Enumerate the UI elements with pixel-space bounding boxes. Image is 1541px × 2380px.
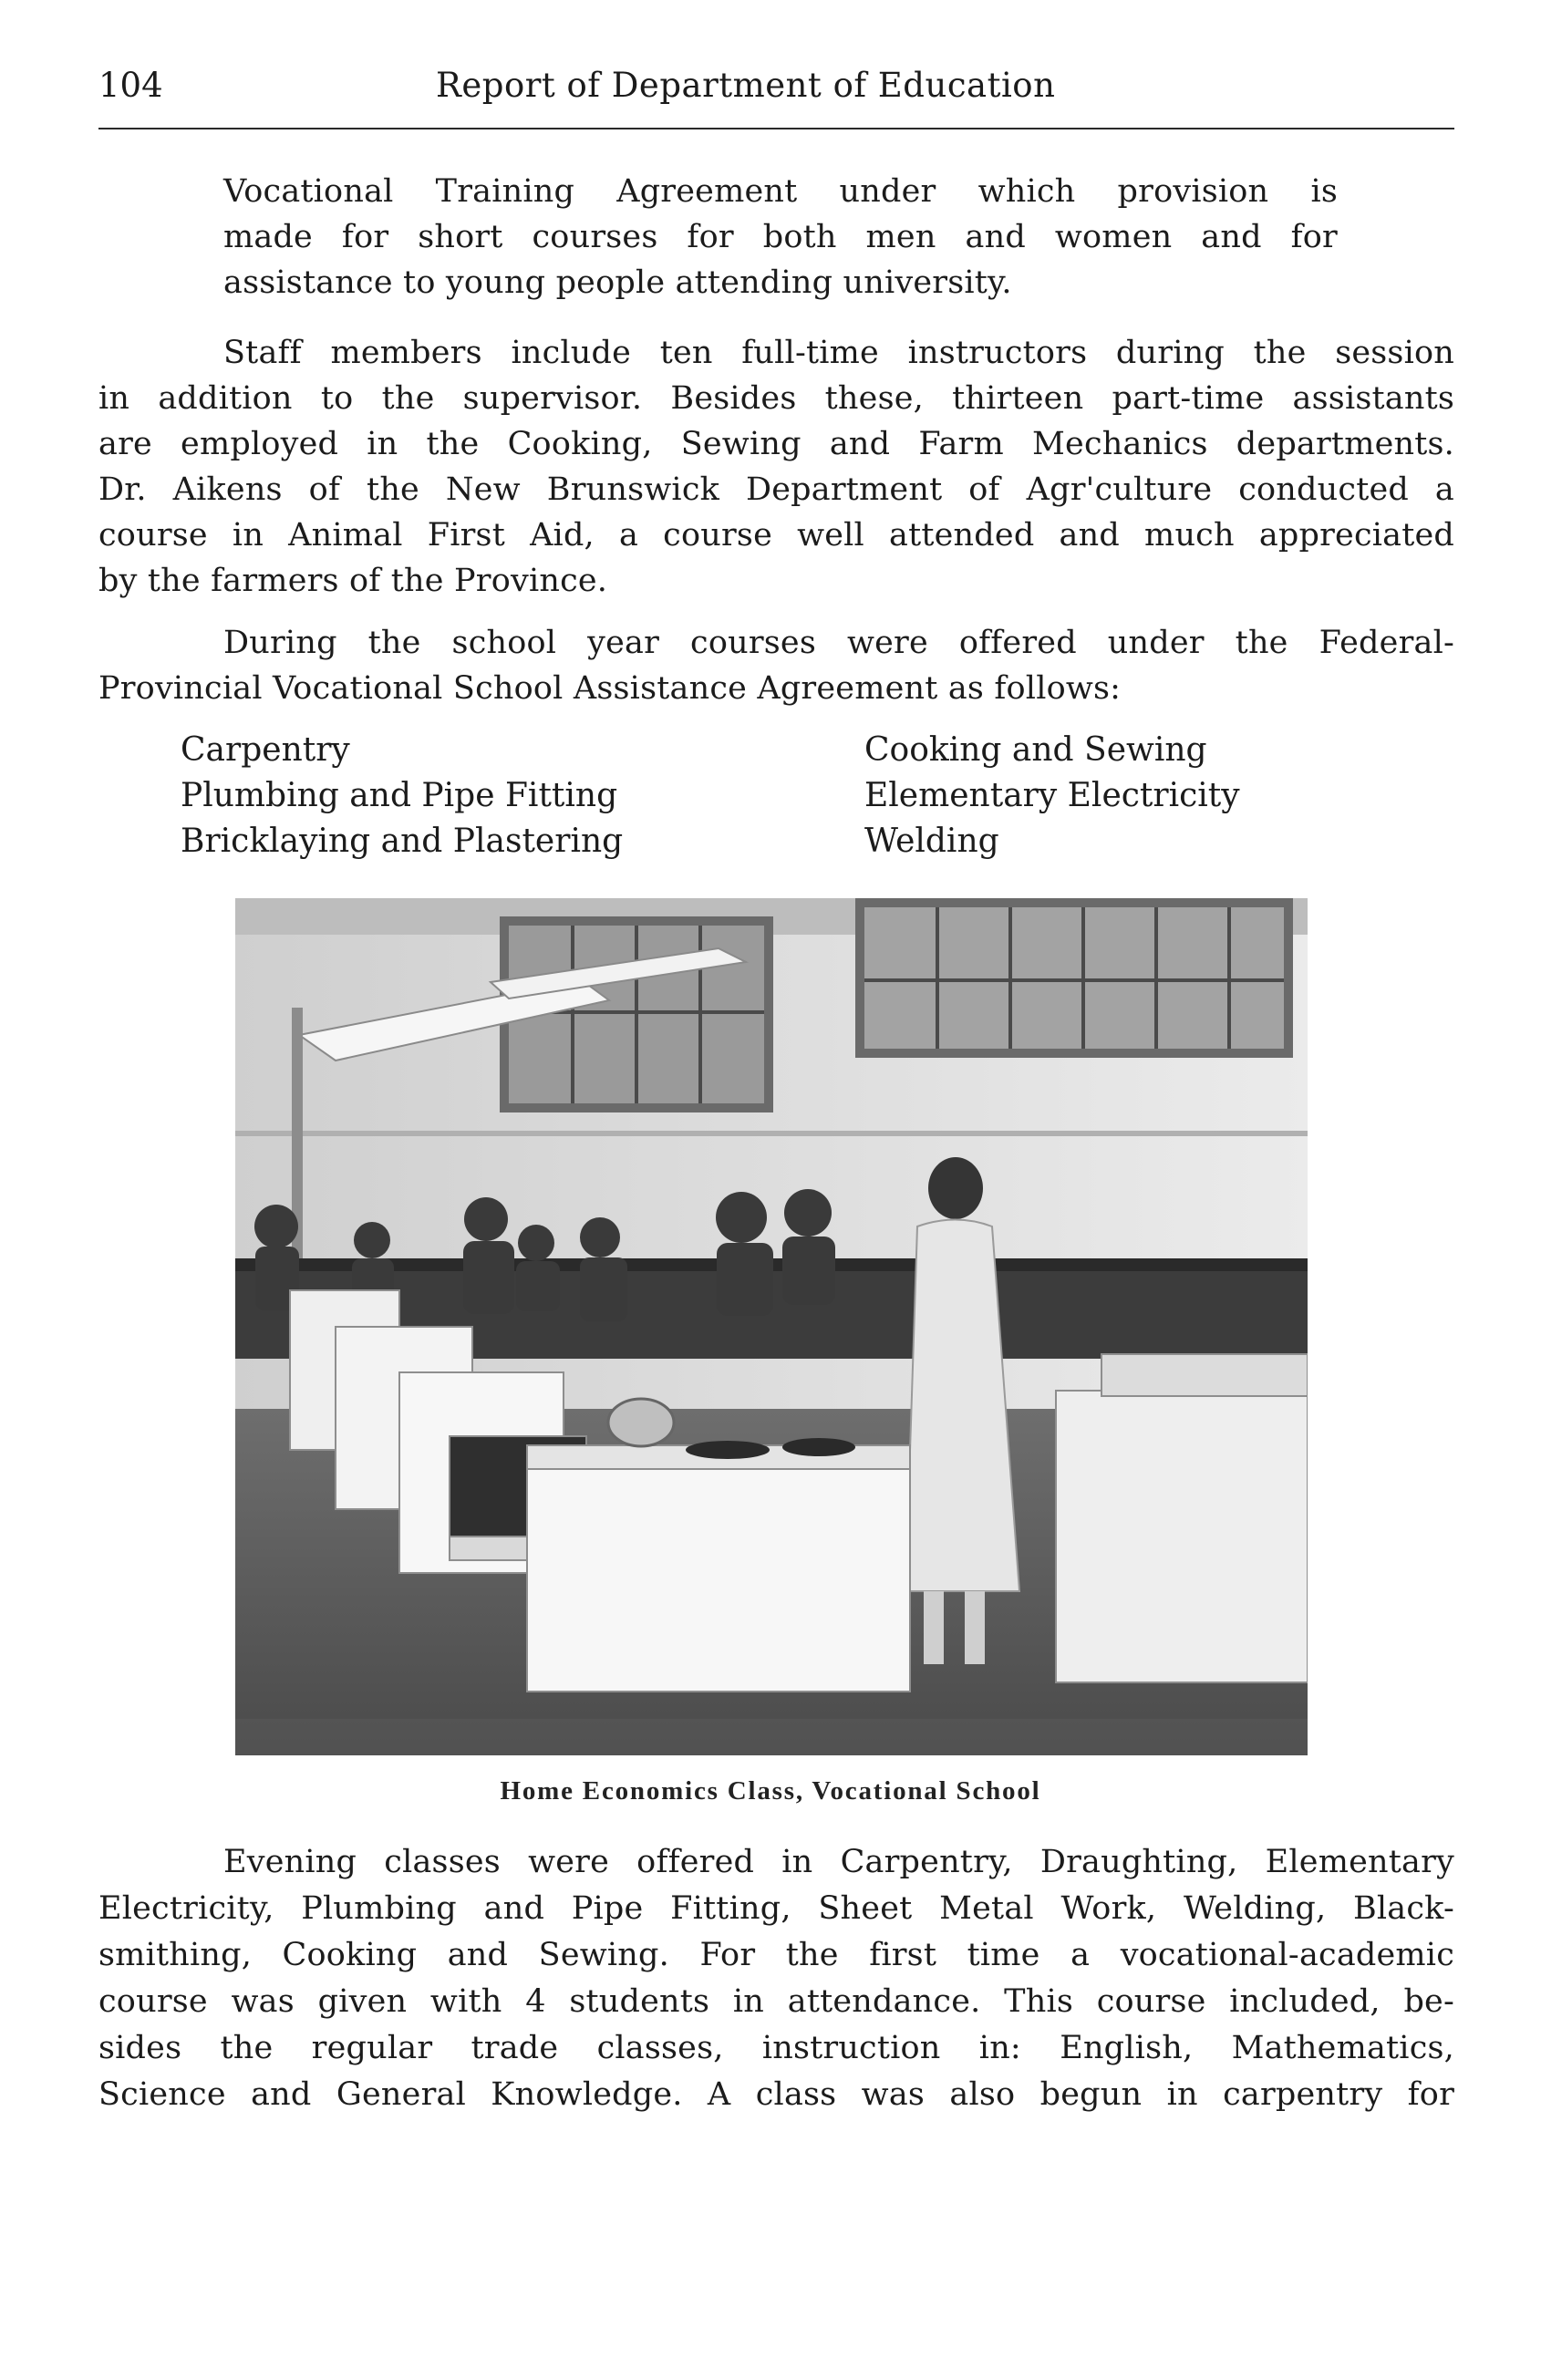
photo-caption: Home Economics Class, Vocational School [500,1776,1041,1806]
classroom-photo-illustration [235,898,1308,1755]
home-economics-photo [235,898,1308,1755]
paragraph-2-line: in addition to the supervisor. Besides these, thirteen part-time assistants [98,380,1454,417]
course-item: Elementary Electricity [864,777,1240,814]
paragraph-3-line: During the school year courses were offered under the Federal- [223,625,1454,661]
course-item: Plumbing and Pipe Fitting [181,777,618,814]
paragraph-1-line: made for short courses for both men and women and for [223,219,1338,255]
paragraph-2-line: are employed in the Cooking, Sewing and Farm Mechanics departments. [98,426,1454,462]
course-item: Cooking and Sewing [864,731,1207,769]
paragraph-4-line: smithing, Cooking and Sewing. For the first time a vocational-academic [98,1937,1454,1973]
paragraph-2-line: by the farmers of the Province. [98,563,608,599]
paragraph-2-line: course in Animal First Aid, a course well attended and much appreciated [98,517,1454,554]
paragraph-4-line: course was given with 4 students in attendance. This course included, be- [98,1983,1454,2020]
course-item: Welding [864,823,999,860]
running-title: Report of Department of Education [436,66,1056,105]
paragraph-3-line: Provincial Vocational School Assistance Agreement as follows: [98,670,1122,707]
paragraph-4-line: Electricity, Plumbing and Pipe Fitting, Sheet Metal Work, Welding, Black- [98,1890,1454,1927]
header-rule [98,128,1454,129]
paragraph-2-line: Dr. Aikens of the New Brunswick Department of Agr'culture conducted a [98,471,1454,508]
page-number: 104 [98,66,163,105]
paragraph-1-line: assistance to young people attending university. [223,264,1012,301]
paragraph-4-line: Science and General Knowledge. A class was also begun in carpentry for [98,2076,1454,2113]
paragraph-4-line: Evening classes were offered in Carpentry, Draughting, Elementary [223,1844,1454,1880]
paragraph-1-line: Vocational Training Agreement under which provision is [223,173,1338,210]
paragraph-2-line: Staff members include ten full-time instructors during the session [223,335,1454,371]
course-item: Carpentry [181,731,350,769]
course-item: Bricklaying and Plastering [181,823,624,860]
paragraph-4-line: sides the regular trade classes, instruction in: English, Mathematics, [98,2030,1454,2066]
